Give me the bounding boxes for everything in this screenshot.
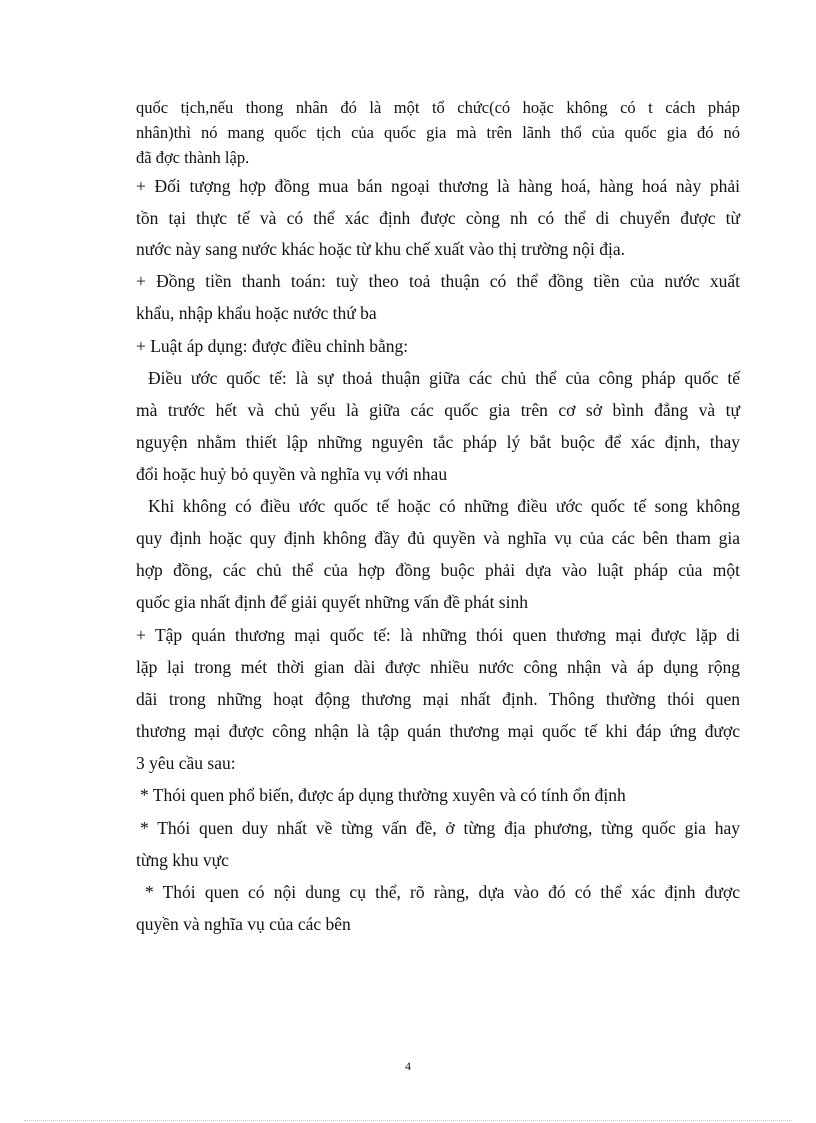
text-line: + Tập quán thương mại quốc tế: là những thói quen thương mại được lặp di: [136, 625, 740, 645]
text-line: quốc gia nhất định để giải quyết những vấn đề phát sinh: [136, 592, 528, 612]
text-line: mà trước hết và chủ yếu là giữa các quốc gia trên cơ sở bình đẳng và tự: [136, 400, 740, 420]
text-line: thương mại được công nhận là tập quán thương mại quốc tế khi đáp ứng được: [136, 721, 740, 741]
text-line: khẩu, nhập khẩu hoặc nước thứ ba: [136, 303, 377, 323]
text-line: * Thói quen duy nhất về từng vấn đề, ở từng địa phương, từng quốc gia hay: [140, 818, 740, 838]
text-line: quy định hoặc quy định không đầy đủ quyền và nghĩa vụ của các bên tham gia: [136, 528, 740, 548]
text-line: tồn tại thực tế và có thể xác định được còng nh có thể di chuyển được từ: [136, 208, 740, 228]
text-line: * Thói quen phổ biến, được áp dụng thường xuyên và có tính ổn định: [140, 785, 626, 805]
text-line: Khi không có điều ước quốc tế hoặc có những điều ước quốc tế song không: [148, 496, 740, 516]
text-line: hợp đồng, các chủ thể của hợp đồng buộc phải dựa vào luật pháp của một: [136, 560, 740, 580]
text-line: Điều ước quốc tế: là sự thoả thuận giữa các chủ thể của công pháp quốc tế: [148, 368, 740, 388]
page-bottom-divider: [24, 1120, 792, 1121]
text-line: nước này sang nước khác hoặc từ khu chế xuất vào thị trường nội địa.: [136, 239, 625, 259]
text-line: * Thói quen có nội dung cụ thể, rõ ràng, dựa vào đó có thể xác định được: [145, 882, 740, 902]
text-line: lặp lại trong mét thời gian dài được nhiều nước công nhận và áp dụng rộng: [136, 657, 740, 677]
text-line: nguyện nhằm thiết lập những nguyên tắc pháp lý bắt buộc để xác định, thay: [136, 432, 740, 452]
text-line: 3 yêu cầu sau:: [136, 753, 236, 773]
text-line: quốc tịch,nếu thong nhân đó là một tổ chức(có hoặc không có t cách pháp: [136, 98, 740, 117]
text-line: dãi trong những hoạt động thương mại nhất định. Thông thường thói quen: [136, 689, 740, 709]
text-line: nhân)thì nó mang quốc tịch của quốc gia mà trên lãnh thổ của quốc gia đó nó: [136, 123, 740, 142]
text-line: đã đợc thành lập.: [136, 148, 250, 167]
text-line: đổi hoặc huỷ bỏ quyền và nghĩa vụ với nhau: [136, 464, 448, 484]
text-line: từng khu vực: [136, 850, 229, 870]
text-line: + Luật áp dụng: được điều chỉnh bằng:: [136, 336, 409, 356]
text-line: + Đồng tiền thanh toán: tuỳ theo toả thuận có thể đồng tiền của nước xuất: [136, 271, 740, 291]
text-line: quyền và nghĩa vụ của các bên: [136, 914, 351, 934]
text-line: + Đối tượng hợp đồng mua bán ngoại thương là hàng hoá, hàng hoá này phải: [136, 176, 740, 196]
page-number: 4: [405, 1059, 411, 1073]
